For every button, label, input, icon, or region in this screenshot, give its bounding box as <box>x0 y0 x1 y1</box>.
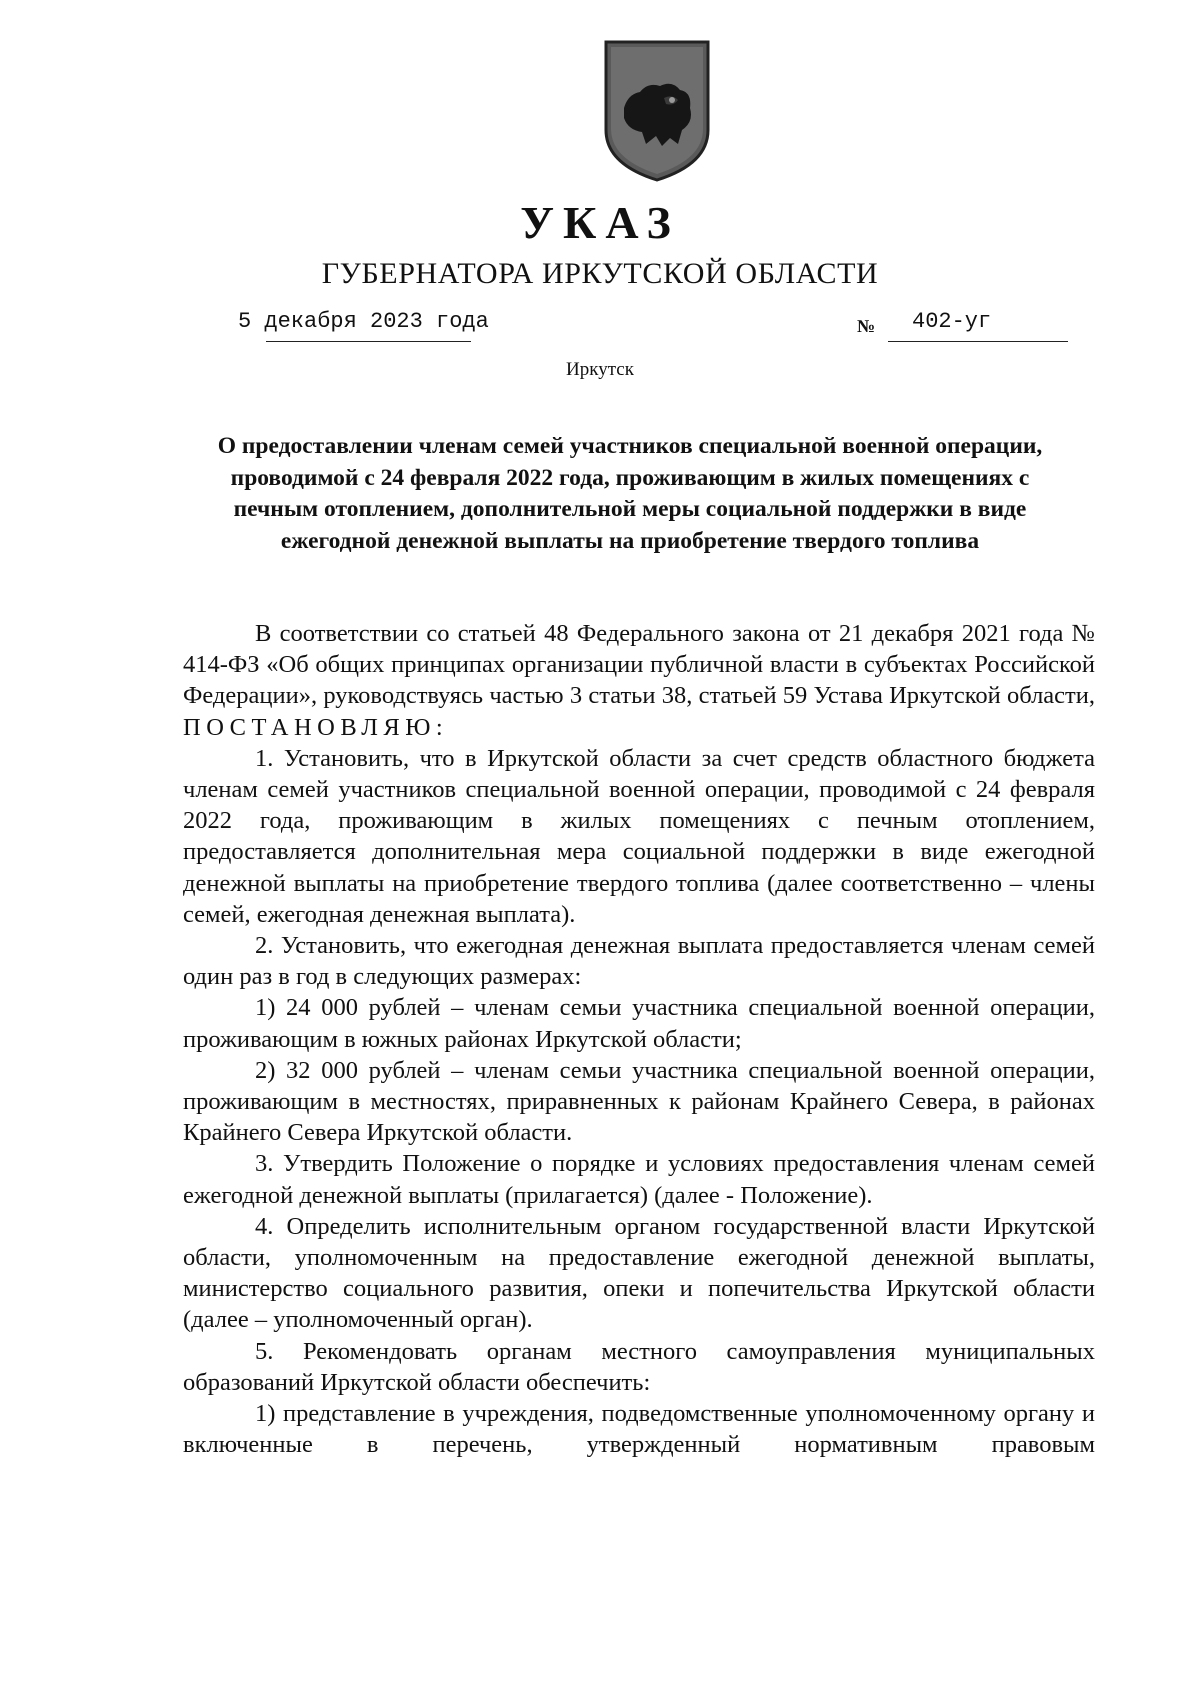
paragraph-5: 5. Рекомендовать органам местного самоуправления муниципальных образований Иркутской области обеспечить: <box>183 1337 1095 1396</box>
paragraph-1: 1. Установить, что в Иркутской области за счет средств областного бюджета членам семей участников специальной военной операции, проводимой с 24 февраля 2022 года, проживающим в жилых помещениях с печным отоплением, предоставляется дополнительная мера социальной поддержки в виде ежегодной денежной выплаты на приобретение твердого топлива (далее соответственно – члены семей, ежегодная денежная выплата). <box>183 744 1095 928</box>
preamble-paragraph: В соответствии со статьей 48 Федерального закона от 21 декабря 2021 года № 414-ФЗ «Об общих принципах организации публичной власти в субъектах Российской Федерации», руководствуясь частью 3 статьи 38, статьей 59 Устава Иркутской области, <box>183 620 1095 710</box>
paragraph-3: 3. Утвердить Положение о порядке и условиях предоставления членам семей ежегодной денежной выплаты (прилагается) (далее - Положение). <box>183 1150 1095 1209</box>
document-city: Иркутск <box>566 359 634 380</box>
number-sign: № <box>857 316 876 336</box>
coat-of-arms-emblem <box>602 38 712 184</box>
date-underline <box>266 341 471 342</box>
paragraph-2-item-1: 1) 24 000 рублей – членам семьи участника специальной военной операции, проживающим в южных районах Иркутской области; <box>183 994 1095 1053</box>
document-heading: О предоставлении членам семей участников специальной военной операции, проводимой с 24 февраля 2022 года, проживающим в жилых помещениях с печным отоплением, дополнительной меры социальной поддержки в виде ежегодной денежной выплаты на приобретение твердого топлива <box>217 433 1043 554</box>
paragraph-5-item-1: 1) представление в учреждения, подведомственные уполномоченному органу и включенные в перечень, утвержденный нормативным правовым <box>183 1400 1095 1459</box>
number-underline <box>888 341 1068 342</box>
issuing-authority: ГУБЕРНАТОРА ИРКУТСКОЙ ОБЛАСТИ <box>321 257 879 290</box>
paragraph-2-item-2: 2) 32 000 рублей – членам семьи участника специальной военной операции, проживающим в местностях, приравненных к районам Крайнего Севера, в районах Крайнего Севера Иркутской области. <box>183 1056 1095 1147</box>
document-title: УКАЗ <box>520 197 680 248</box>
paragraph-4: 4. Определить исполнительным органом государственной власти Иркутской области, уполномоченным на предоставление ежегодной денежной выплаты, министерство социального развития, опеки и попечительства Иркутской области (далее – уполномоченный орган). <box>183 1212 1095 1334</box>
decree-word: ПОСТАНОВЛЯЮ: <box>183 713 449 741</box>
paragraph-2: 2. Установить, что ежегодная денежная выплата предоставляется членам семей один раз в год в следующих размерах: <box>183 932 1095 991</box>
document-number: 402-уг <box>912 309 992 334</box>
document-date: 5 декабря 2023 года <box>238 309 489 334</box>
document-body <box>183 618 1095 1460</box>
